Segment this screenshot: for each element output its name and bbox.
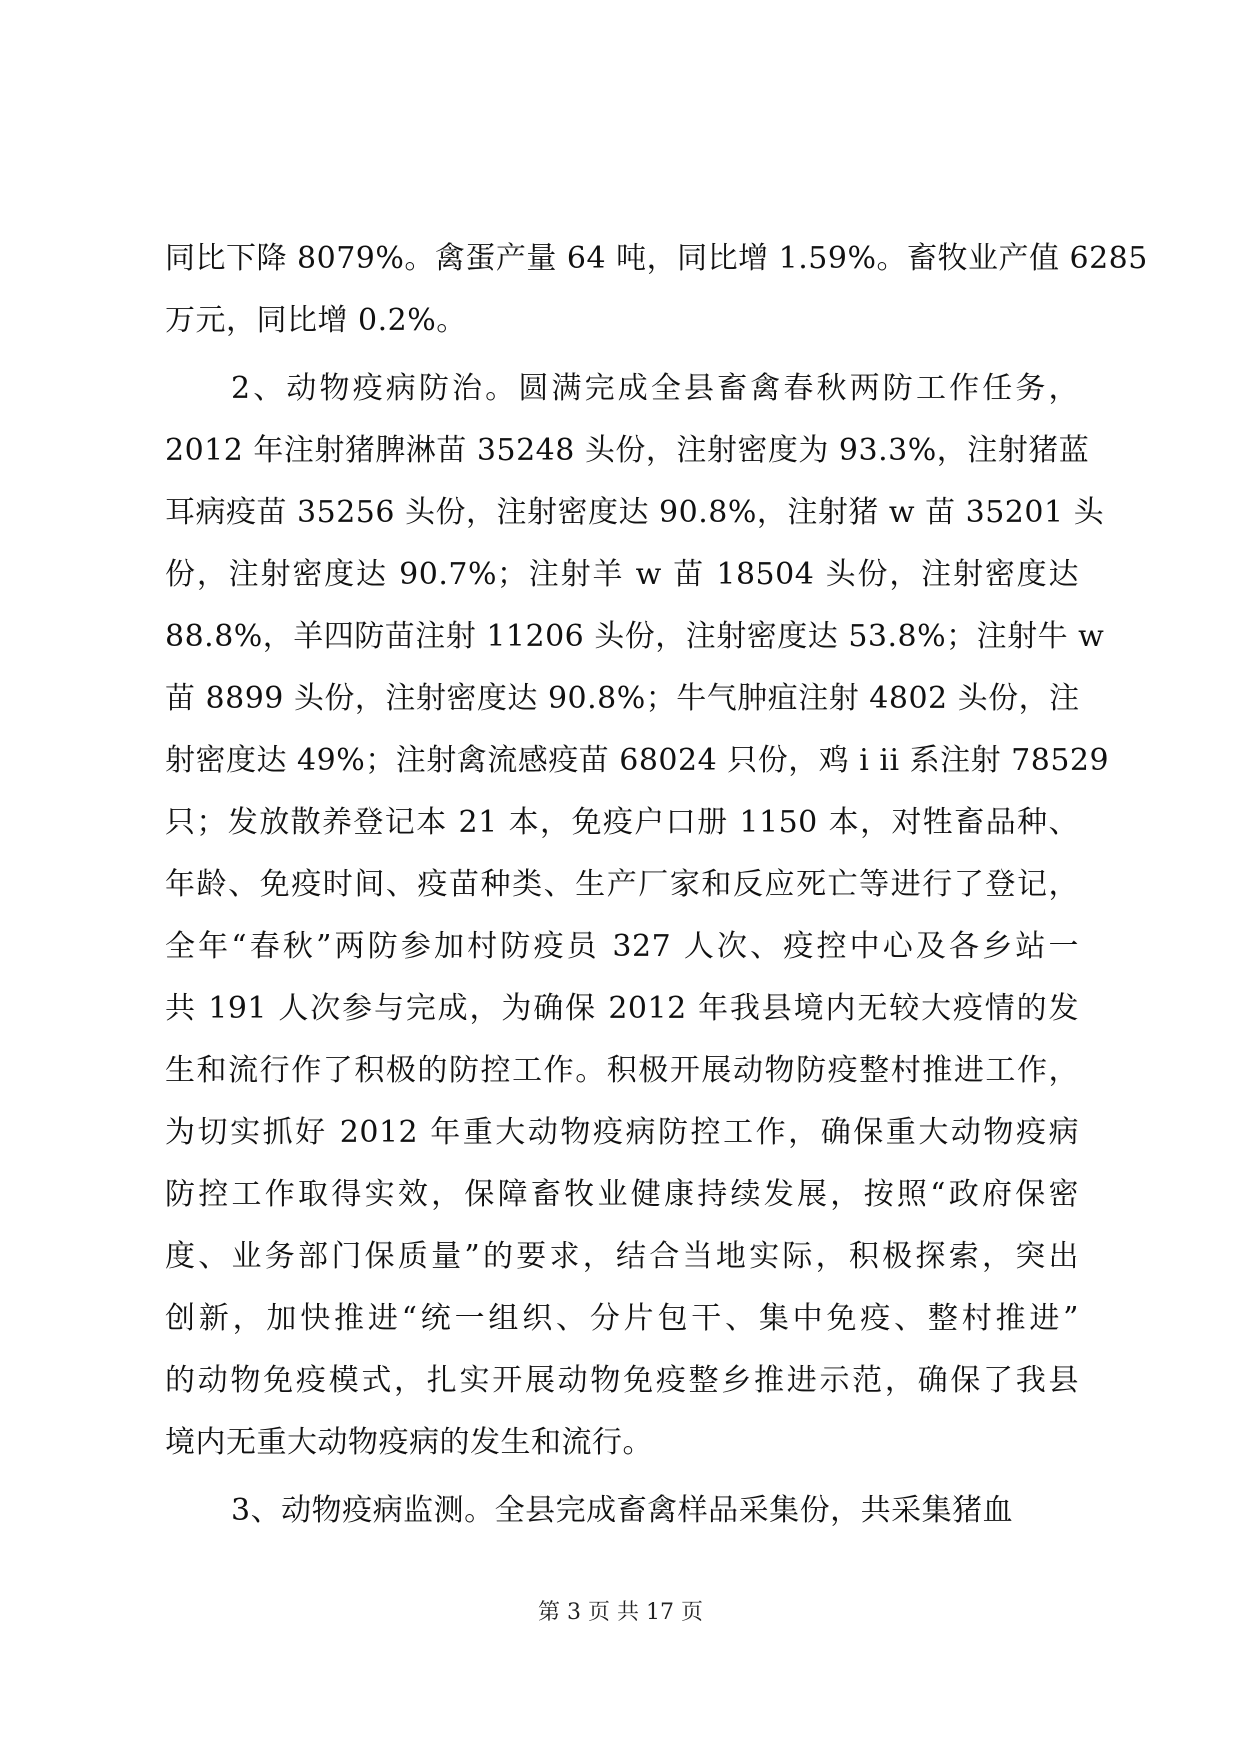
text-line: 3、动物疫病监测。全县完成畜禽样品采集份，共采集猪血 bbox=[231, 1493, 1014, 1528]
text-line: 创新，加快推进“统一组织、分片包干、集中免疫、整村推进” bbox=[165, 1301, 1079, 1336]
document-body bbox=[165, 228, 1148, 1542]
text-line: 2012 年注射猪脾淋苗 35248 头份，注射密度为 93.3%，注射猪蓝 bbox=[165, 433, 1090, 468]
text-line: 耳病疫苗 35256 头份，注射密度达 90.8%，注射猪 w 苗 35201 头 bbox=[165, 495, 1105, 530]
text-line: 份，注射密度达 90.7%；注射羊 w 苗 18504 头份，注射密度达 bbox=[165, 557, 1079, 592]
text-line: 只；发放散养登记本 21 本，免疫户口册 1150 本，对牲畜品种、 bbox=[165, 805, 1079, 840]
paragraph-2 bbox=[165, 358, 1110, 1474]
text-line: 88.8%，羊四防苗注射 11206 头份，注射密度达 53.8%；注射牛 w bbox=[165, 619, 1105, 654]
page-number-footer: 第 3 页 共 17 页 bbox=[538, 1600, 703, 1625]
text-line: 年龄、免疫时间、疫苗种类、生产厂家和反应死亡等进行了登记， bbox=[165, 867, 1079, 902]
paragraph-1 bbox=[165, 228, 1148, 352]
text-line: 共 191 人次参与完成，为确保 2012 年我县境内无较大疫情的发 bbox=[165, 991, 1079, 1026]
text-line: 2、动物疫病防治。圆满完成全县畜禽春秋两防工作任务， bbox=[231, 371, 1079, 406]
text-line: 防控工作取得实效，保障畜牧业健康持续发展，按照“政府保密 bbox=[165, 1177, 1079, 1212]
text-line: 全年“春秋”两防参加村防疫员 327 人次、疫控中心及各乡站一 bbox=[165, 929, 1079, 964]
text-line: 度、业务部门保质量”的要求，结合当地实际，积极探索，突出 bbox=[165, 1239, 1079, 1274]
text-line: 的动物免疫模式，扎实开展动物免疫整乡推进示范，确保了我县 bbox=[165, 1363, 1079, 1398]
text-line: 万元，同比增 0.2%。 bbox=[165, 303, 467, 338]
text-line: 苗 8899 头份，注射密度达 90.8%；牛气肿疽注射 4802 头份，注 bbox=[165, 681, 1080, 716]
text-line: 同比下降 8079%。禽蛋产量 64 吨，同比增 1.59%。畜牧业产值 6285 bbox=[165, 241, 1148, 276]
text-line: 射密度达 49%；注射禽流感疫苗 68024 只份，鸡 i ii 系注射 78529 bbox=[165, 743, 1110, 778]
text-line: 为切实抓好 2012 年重大动物疫病防控工作，确保重大动物疫病 bbox=[165, 1115, 1079, 1150]
text-line: 生和流行作了积极的防控工作。积极开展动物防疫整村推进工作， bbox=[165, 1053, 1079, 1088]
text-line: 境内无重大动物疫病的发生和流行。 bbox=[165, 1425, 653, 1460]
paragraph-3 bbox=[165, 1480, 1079, 1542]
